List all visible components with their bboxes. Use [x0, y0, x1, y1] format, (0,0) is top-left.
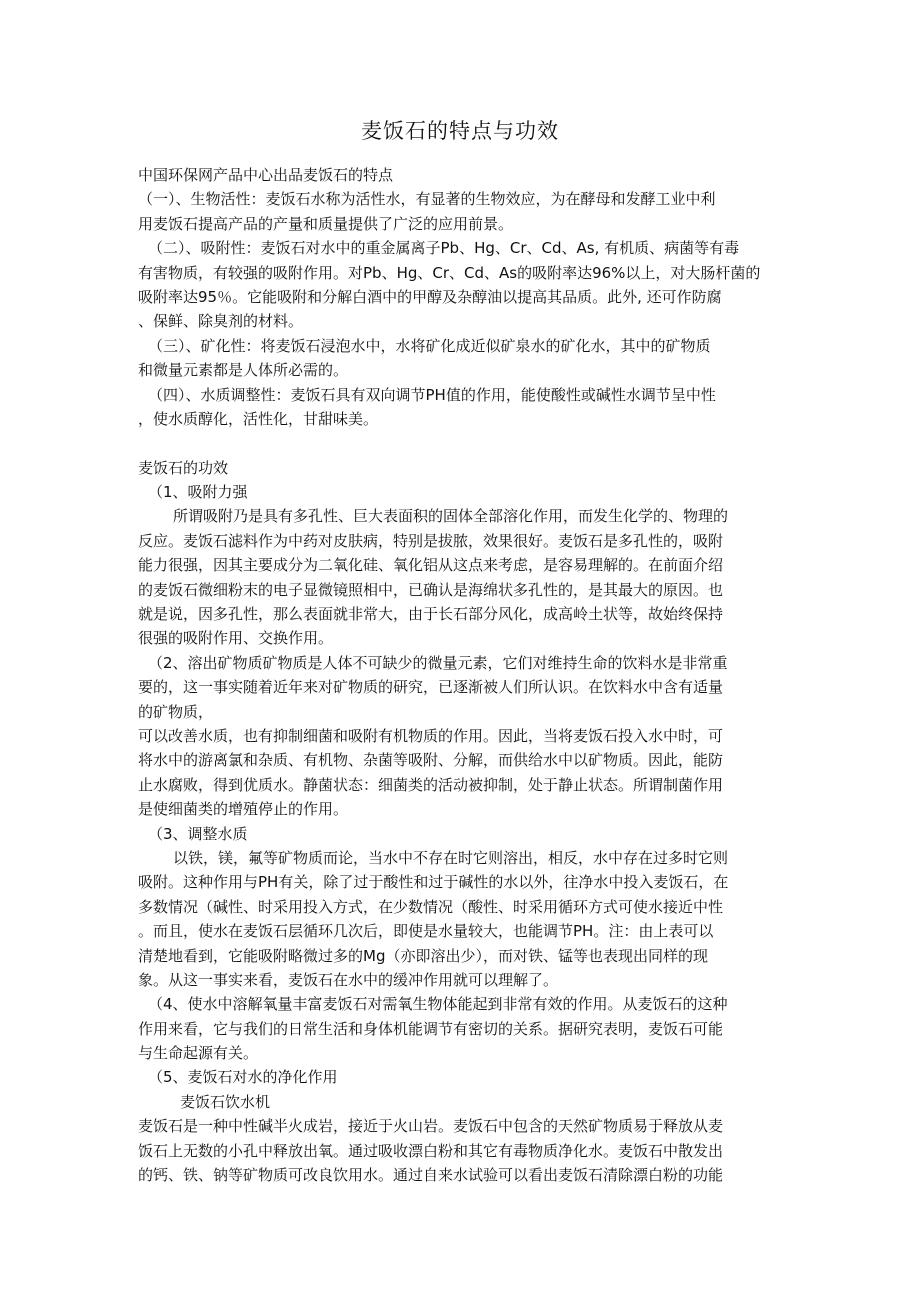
- text-line: 中国环保网产品中心出品麦饭石的特点: [138, 166, 394, 184]
- text-line: 和微量元素都是人体所必需的。: [138, 361, 349, 380]
- text-line: （一）、生物活性：麦饭石水称为活性水，有显著的生物效应，为在酵母和发酵工业中利: [138, 190, 716, 209]
- text-line: 清楚地看到，它能吸附略微过多的Mg（亦即溶出少），而对铁、锰等也表现出同样的现: [138, 946, 708, 965]
- document-title: 麦饭石的特点与功效: [361, 119, 559, 143]
- text-line: （二）、吸附性：麦饭石对水中的重金属离子Pb、Hg、Cr、Cd、As, 有机质、病菌等有毒: [148, 239, 740, 258]
- text-line: （四）、水质调整性：麦饭石具有双向调节PH值的作用，能使酸性或碱性水调节呈中性: [148, 385, 716, 404]
- text-line: 多数情况（碱性、时采用投入方式，在少数情况（酸性、时采用循环方式可使水接近中性: [138, 897, 724, 916]
- text-line: 的钙、铁、钠等矿物质可改良饮用水。通过自来水试验可以看出麦饭石清除漂白粉的功能: [138, 1166, 724, 1185]
- text-line: 很强的吸附作用、交换作用。: [138, 629, 334, 648]
- text-line: 是使细菌类的增殖停止的作用。: [138, 800, 349, 819]
- text-line: 、保鲜、除臭剂的材料。: [138, 312, 304, 331]
- text-line: 用麦饭石提高产品的产量和质量提供了广泛的应用前景。: [138, 214, 514, 233]
- text-line: 止水腐败，得到优质水。静菌状态：细菌类的活动被抑制，处于静止状态。所谓制菌作用: [138, 775, 724, 794]
- text-line: 的矿物质，: [138, 702, 214, 721]
- text-line: （3、调整水质: [148, 824, 248, 843]
- text-line: （三）、矿化性：将麦饭石浸泡水中，水将矿化成近似矿泉水的矿化水，其中的矿物质: [148, 336, 711, 355]
- text-line: （5、麦饭石对水的净化作用: [148, 1068, 338, 1087]
- text-line: 就是说，因多孔性，那么表面就非常大，由于长石部分风化，成高岭土状等，故始终保持: [138, 605, 724, 624]
- text-line: 要的，这一事实随着近年来对矿物质的研究，已逐渐被人们所认识。在饮料水中含有适量: [138, 678, 724, 697]
- text-line: 。而且，使水在麦饭石层循环几次后，即使是水量较大，也能调节PH。注：由上表可以: [138, 922, 714, 941]
- text-line: 将水中的游离氯和杂质、有机物、杂菌等吸附、分解，而供给水中以矿物质。因此，能防: [138, 751, 724, 770]
- blank-line: [138, 431, 788, 455]
- text-line: 象。从这一事实来看，麦饭石在水中的缓冲作用就可以理解了。: [138, 970, 559, 989]
- text-line: （4、使水中溶解氧量丰富麦饭石对需氧生物体能起到非常有效的作用。从麦饭石的这种: [148, 995, 728, 1014]
- document-body: [138, 163, 788, 1187]
- text-line: 麦饭石是一种中性碱半火成岩，接近于火山岩。麦饭石中包含的天然矿物质易于释放从麦: [138, 1117, 724, 1136]
- text-line: 麦饭石的功效: [138, 458, 229, 477]
- text-line: 作用来看，它与我们的日常生活和身体机能调节有密切的关系。据研究表明，麦饭石可能: [138, 1019, 724, 1038]
- text-line: 吸附率达95％。它能吸附和分解白酒中的甲醇及杂醇油以提高其品质。此外, 还可作防腐: [138, 287, 722, 306]
- text-line: ，使水质醇化，活性化，甘甜味美。: [138, 409, 379, 428]
- text-line: （1、吸附力强: [148, 483, 248, 502]
- text-line: 可以改善水质，也有抑制细菌和吸附有机物质的作用。因此，当将麦饭石投入水中时，可: [138, 726, 724, 745]
- text-line: 吸附。这种作用与PH有关，除了过于酸性和过于碱性的水以外，往净水中投入麦饭石，在: [138, 873, 729, 892]
- text-line: 麦饭石饮水机: [180, 1092, 271, 1111]
- text-line: 饭石上无数的小孔中释放出氧。通过吸收漂白粉和其它有毒物质净化水。麦饭石中散发出: [138, 1141, 724, 1160]
- text-line: 的麦饭石微细粉末的电子显微镜照相中，已确认是海绵状多孔性的，是其最大的原因。也: [138, 580, 724, 599]
- text-line: 反应。麦饭石滤料作为中药对皮肤病，特别是拔脓，效果很好。麦饭石是多孔性的，吸附: [138, 531, 724, 550]
- text-line: 有害物质，有较强的吸附作用。对Pb、Hg、Cr、Cd、As的吸附率达96%以上，对大肠杆菌的: [138, 263, 761, 282]
- text-line: （2、溶出矿物质矿物质是人体不可缺少的微量元素，它们对维持生命的饮料水是非常重: [148, 653, 728, 672]
- text-line: 与生命起源有关。: [138, 1044, 259, 1063]
- text-line: 所谓吸附乃是具有多孔性、巨大表面积的固体全部溶化作用，而发生化学的、物理的: [173, 507, 729, 526]
- text-line: 以铁，镁，氟等矿物质而论，当水中不存在时它则溶出，相反，水中存在过多时它则: [173, 848, 729, 867]
- text-line: 能力很强，因其主要成分为二氧化硅、氧化铝从这点来考虑，是容易理解的。在前面介绍: [138, 556, 724, 575]
